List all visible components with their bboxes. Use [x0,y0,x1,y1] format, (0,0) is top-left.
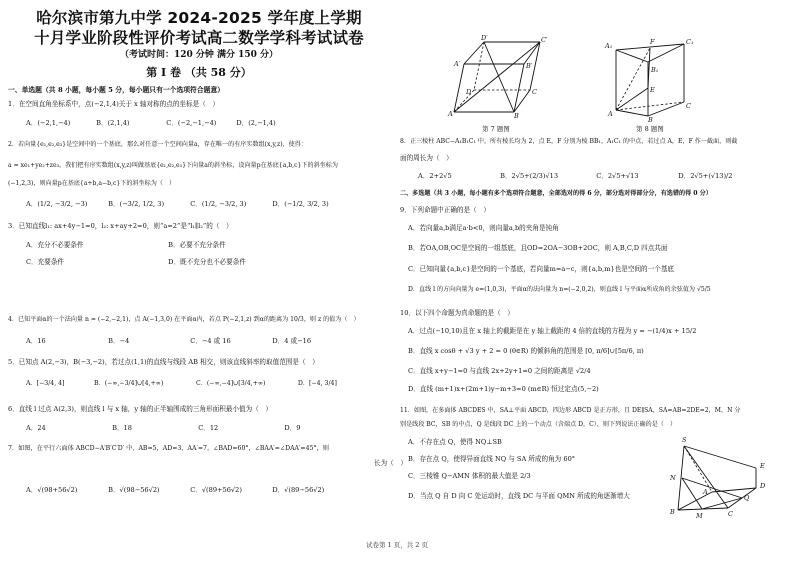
q10-item-a: A．过点(−10,10)且在 x 轴上的截距是在 y 轴上截距的 4 倍的直线的方程为 y = −(1/4)x + 15/2 [408,327,697,335]
q8-option-a: A．2+2√5 [418,172,452,180]
q6-option-c: C．12 [198,424,219,432]
q4-option-d: D．4 或−16 [272,337,312,345]
q1-option-d: D．(2,−1,4) [236,119,276,127]
fig8-label-b1: B₁ [651,66,659,74]
q5-option-b: B．(−∞,−3/4]∪[4,+∞) [93,380,164,387]
q7-option-c: C．√(89+56√2) [190,486,242,494]
q11-item-b: B．存在点 Q，使得异面直线 NQ 与 SA 所成的角为 60° [408,455,576,463]
q11-item-c: C．三棱锥 Q−AMN 体积的最大值是 2/3 [408,472,531,480]
fig8-label-a1: A₁ [605,42,613,50]
q2-text: 2．若向量{e₁,e₂,e₃}是空间中的一个基底，那么对任意一个空间向量a，存在唯一的有序实数组(x,y,z)，使得： [8,141,307,148]
fig11-label-b: B [670,508,675,516]
q9-item-a: A．若向量a,b满足a·b<0，则向量a,b的夹角是钝角 [408,224,559,232]
figure-7-parallelepiped [448,36,560,120]
q7-text: 7．如图，在平行六面体 ABCD−A′B′C′D′ 中，AB=5，AD=3，AA′=7，∠BAD=60°，∠BAA′=∠DAA′=45°，则 [8,445,329,452]
q1-text: 1．在空间直角坐标系中，点(−2,1,4)关于 x 轴对称的点的坐标是（ ） [8,100,219,108]
q8-option-b: B．2√5+(2/3)√13 [500,172,559,180]
fig7-label-dprime: D′ [481,34,488,42]
q4-options [26,335,311,345]
fig11-label-m: M [696,512,703,520]
q9-item-c: C．已知向量{a,b,c}是空间的一个基底，若向量m=a−c，则{a,b,m}也是空间的一个基底 [408,265,675,273]
title-line-1: 哈尔滨市第九中学 2024-2025 学年度上学期 [36,9,362,27]
fig11-label-s: S [682,436,687,444]
q3-option-d: D．既不充分也不必要条件 [168,258,246,266]
exam-info: （考试时间：120 分钟 满分 150 分） [119,50,279,60]
q8-option-c: C．2√5+√13 [596,172,639,180]
q4-option-b: B．−4 [108,337,130,345]
figure-11-polyhedron [672,442,772,516]
q8-options [418,170,732,180]
q10-item-c: C．直线 x+y−1=0 与直线 2x+2y+1=0 之间的距离是 √2/4 [408,367,591,375]
fig7-label-cprime: C′ [541,36,548,44]
page-footer: 试卷第 1 页，共 2 页 [365,541,429,549]
fig7-label-c: C [532,88,537,96]
q9-text: 9．下列命题中正确的是（ ） [400,206,490,214]
q6-option-d: D．9 [284,424,301,432]
fig11-label-n: N [670,474,676,482]
q4-text: 4．已知平面α的一个法向量 n = (−2,−2,1)，点 A(−1,3,0) 在平面α内，若点 P(−2,1,z) 到α的距离为 10/3，则 z 的值为（ ） [8,316,360,323]
q6-text: 6．直线 l 过点 A(2,3)，则直线 l 与 x 轴，y 轴的正半轴围成的三角形面积最小值为（ ） [8,405,273,413]
q3-option-c: C．充要条件 [26,258,65,266]
q1-option-b: B．(2,1,4) [96,119,130,127]
q7-option-a: A．√(98+56√2) [26,486,78,494]
q7-option-b: B．√(98−56√2) [108,486,160,494]
q2-text-2: a = xe₁+ye₂+ze₃，我们把有序实数组(x,y,z)叫做基底{e₁,e₂,e₃}下向量a的斜坐标，设向量p在基底{a,b,c}下的斜坐标为 [8,162,338,169]
fig11-label-d: D [760,482,766,490]
q8-text-2: 面的周长为（ ） [400,154,453,162]
q7-options [26,484,324,494]
q2-option-c: C．(1/2, −3/2, 3) [190,200,247,208]
title-line-2: 十月学业阶段性评价考试高二数学学科考试试卷 [34,29,364,47]
q3-option-b: B．必要不充分条件 [168,241,226,249]
q3-options-row2 [26,256,246,266]
q6-options [26,422,300,432]
q5-text: 5．已知点 A(2,−3)，B(−3,−2)，若过点(1,1)的直线与线段 AB 相交，则该直线斜率的取值范围是（ ） [8,358,319,366]
q6-option-a: A．24 [26,424,46,432]
q5-options [26,378,337,387]
fig7-label-b: B [514,112,519,120]
q1-options [26,117,276,127]
q10-item-d: D．直线 (m+1)x+(2m+1)y−m+3=0 (m∈R) 恒过定点(5,−2) [408,385,599,393]
q11-text-2: 别是线段 BC，SB 的中点，Q 是线段 DC 上的一个动点（含端点 D，C），则下列说法正确的是（ ） [400,421,677,428]
fig8-label-e: E [650,86,655,94]
section2-heading: 二、多选题（共 3 小题，每小题有多个选项符合题意，全部选对的得 6 分，部分选对得部分分，有选错的得 0 分） [400,190,712,197]
fig7-label-aprime: A′ [454,60,461,68]
q4-option-a: A．16 [26,337,46,345]
fig7-label-d: D [466,88,472,96]
fig8-label-c: C [686,102,691,110]
q3-option-a: A．充分不必要条件 [26,241,84,249]
q9-item-d: D．直线 l 的方向向量为 e=(1,0,3)，平面α的法向量为 n=(−2,0,2)，则直线 l 与平面α所成角的余弦值为 √5/5 [408,286,711,293]
fig8-label-b: B [648,116,653,124]
fig11-label-e: E [760,462,765,470]
q5-option-c: C．(−∞,−4]∪[3/4,+∞) [195,380,266,387]
q7-option-d: D．√(89−56√2) [272,486,325,494]
q10-item-b: B．直线 x cosθ + √3 y + 2 = 0 (θ∈R) 的倾斜角的范围是 [0, π/6]∪[5π/6, π) [408,347,644,355]
paper-label: 第 I 卷 （共 58 分） [146,66,252,79]
q10-text: 10．以下四个命题为真命题的是（ ） [400,309,514,317]
q5-option-d: D．[−4, 3/4] [297,380,337,387]
figure-8-prism [608,40,694,120]
q7-text-2: 长为（ ） [374,459,407,467]
q8-text: 8．正三棱柱 ABC−A₁B₁C₁ 中，所有棱长均为 2，点 E，F 分别为棱 BB₁，A₁C₁ 的中点，若过点 A，E，F 作一截面，则截 [400,138,738,145]
fig8-label-f: F [650,38,655,46]
fig8-label-a: A [608,110,613,118]
q2-options [26,198,329,208]
fig7-caption: 第 7 题图 [482,125,510,133]
q4-option-c: C．−4 或 16 [190,337,231,345]
q1-option-c: C．(−2,−1,−4) [166,119,217,127]
q2-option-d: D．(−1/2, 3/2, 3) [272,200,329,208]
q2-option-b: B．(−3/2, 1/2, 3) [108,200,165,208]
fig11-label-c: C [728,510,733,518]
q3-text: 3．已知直线l₁: ax+4y−1=0，l₂: x+ay+2=0，则“a=2”是“l₁∥l₂”的（ ） [8,222,233,230]
fig8-caption: 第 8 题图 [636,125,664,133]
q11-text: 11．如图，在多面体 ABCDES 中，SA⊥平面 ABCD，四边形 ABCD 是正方形，且 DE∥SA，SA=AB=2DE=2，M，N 分 [400,407,741,414]
q8-option-d: D．2√5+(√13)/2 [678,172,733,180]
fig8-label-c1: C₁ [686,38,694,46]
q3-options-row1 [26,239,226,249]
fig7-label-bprime: B′ [526,62,533,70]
q2-text-3: (−1,2,3)，则向量p在基底{a+b,a−b,c}下的斜坐标为（ ） [8,180,176,187]
fig11-label-a: A [703,488,708,496]
q5-option-a: A．[−3/4, 4] [26,380,65,387]
q11-item-a: A．不存在点 Q，使得 NQ⊥SB [408,438,502,446]
q2-option-a: A．(1/2, −3/2, −3) [26,200,88,208]
section1-heading: 一、单选题（共 8 小题，每小题 5 分，每小题只有一个选项符合题意） [8,86,225,94]
q1-option-a: A．(−2,1,−4) [26,119,71,127]
q6-option-b: B．18 [112,424,132,432]
q11-item-d: D．当点 Q 自 D 向 C 处运动时，直线 DC 与平面 QMN 所成的角逐渐增大 [408,492,630,500]
fig11-label-q: Q [744,494,750,502]
q9-item-b: B．若OA,OB,OC是空间的一组基底，且OD=2OA−3OB+2OC，则 A,B,C,D 四点共面 [408,244,668,252]
fig7-label-a: A [448,110,453,118]
